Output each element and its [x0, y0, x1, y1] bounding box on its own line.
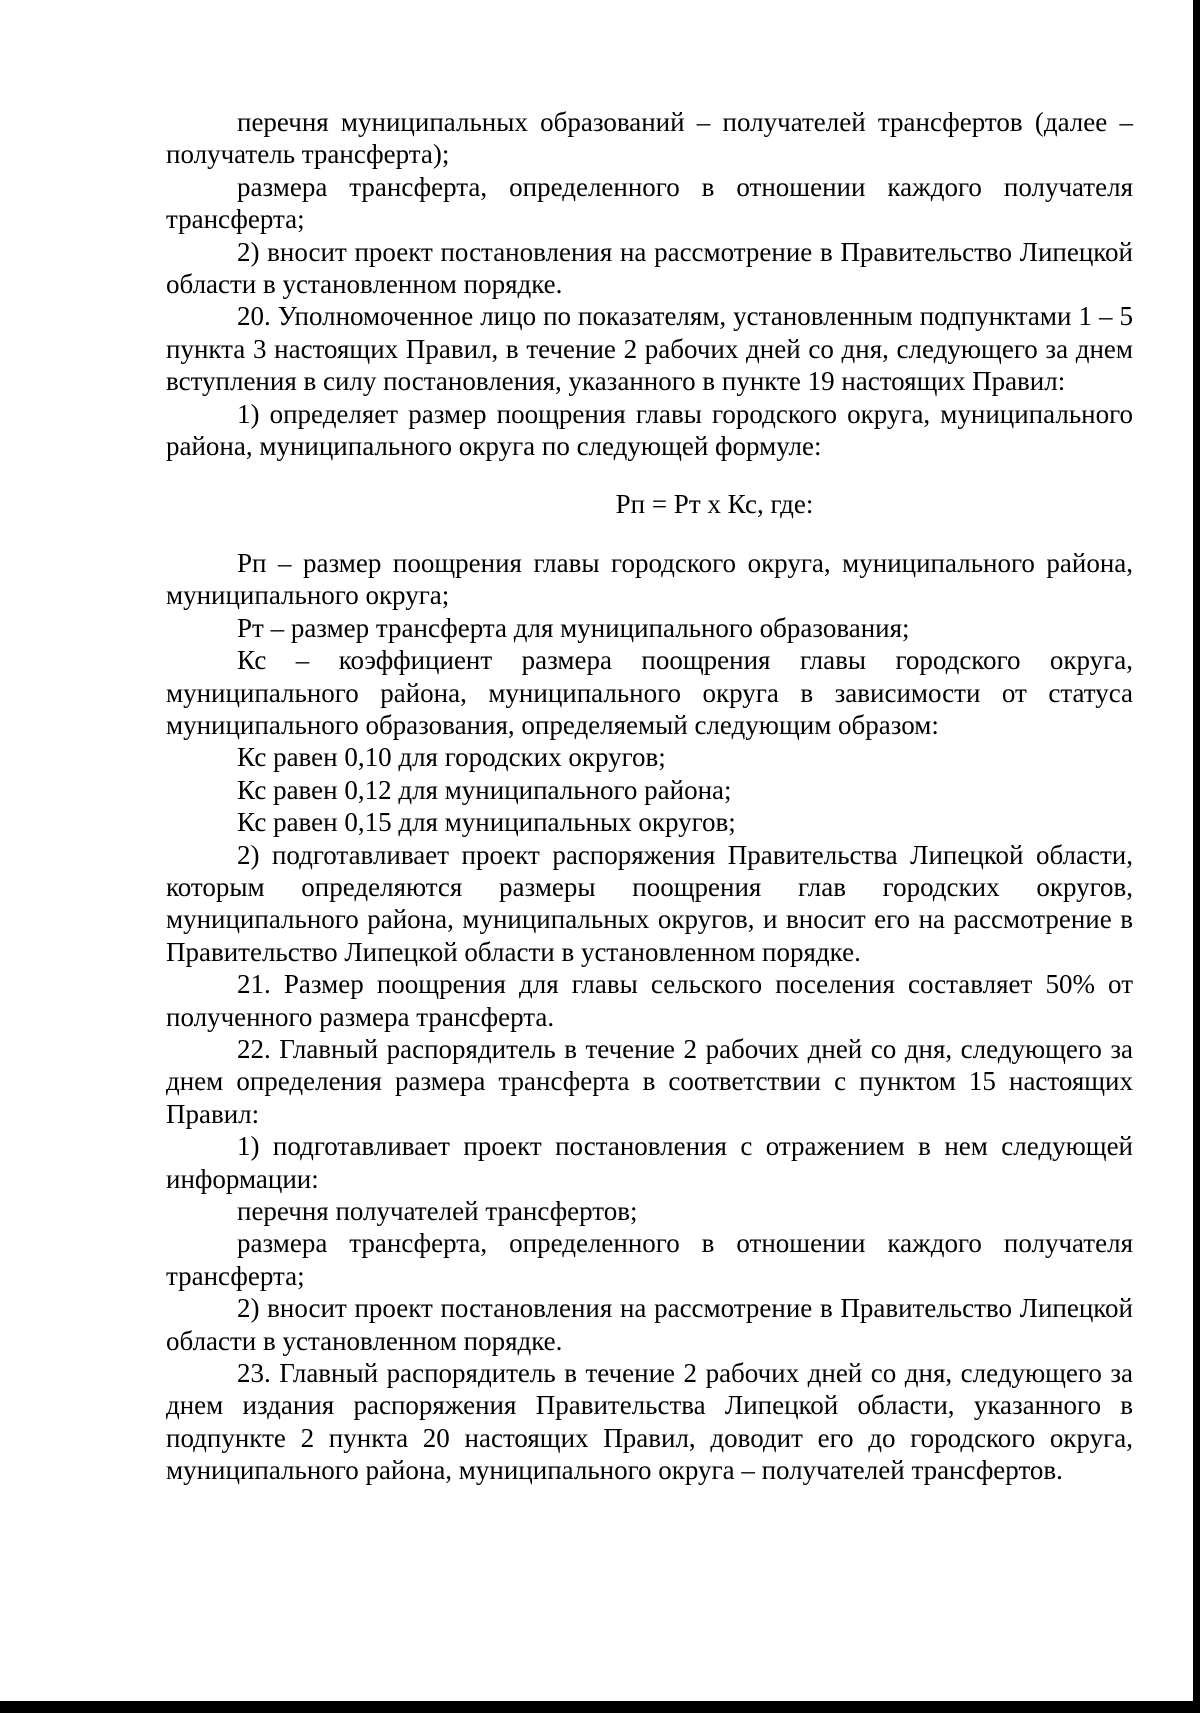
paragraph-item-20-2: 2) подготавливает проект распоряжения Правительства Липецкой области, которым определяются размеры поощрения глав городских округов, муниципального района, муниципальных округов, и вносит его на рассмотрение в Правительство Липецкой области в установленном порядке.: [166, 839, 1133, 967]
paragraph-submit-project: 2) вносит проект постановления на рассмотрение в Правительство Липецкой области в установленном порядке.: [166, 236, 1133, 300]
scan-edge-right: [1193, 0, 1200, 1713]
paragraph-def-rp: Рп – размер поощрения главы городского округа, муниципального района, муниципального округа;: [166, 547, 1133, 611]
paragraph-def-kc: Кс – коэффициент размера поощрения главы городского округа, муниципального района, муниципального округа в зависимости от статуса муниципального образования, определяемый следующим образом:: [166, 645, 1133, 740]
paragraph-item-21: 21. Размер поощрения для главы сельского поселения составляет 50% от полученного размера трансферта.: [166, 969, 1133, 1032]
paragraph-transfer-size: размера трансферта, определенного в отношении каждого получателя трансферта;: [166, 171, 1133, 235]
paragraph-transfer-size-2: размера трансферта, определенного в отношении каждого получателя трансферта;: [166, 1228, 1133, 1291]
paragraph-kc-district: Кс равен 0,12 для муниципального района;: [237, 774, 732, 805]
formula: Рп = Рт х Кс, где:: [615, 489, 814, 520]
paragraph-def-rt: Рт – размер трансферта для муниципального образования;: [237, 612, 910, 643]
paragraph-list-recipients: перечня получателей трансфертов;: [237, 1196, 638, 1226]
scan-edge-bottom: [0, 1701, 1200, 1713]
paragraph-kc-municipal: Кс равен 0,15 для муниципальных округов;: [237, 807, 736, 838]
paragraph-item-23: 23. Главный распорядитель в течение 2 рабочих дней со дня, следующего за днем издания распоряжения Правительства Липецкой области, указанного в подпункте 2 пункта 20 настоящих Правил, доводит его до городского округа, муниципального района, муниципального округа – получателей трансфертов.: [166, 1358, 1133, 1486]
paragraph-item-22-1: 1) подготавливает проект постановления с отражением в нем следующей информации:: [166, 1131, 1133, 1194]
paragraph-item-22-2: 2) вносит проект постановления на рассмотрение в Правительство Липецкой области в установленном порядке.: [166, 1293, 1133, 1356]
paragraph-item-20-1: 1) определяет размер поощрения главы городского округа, муниципального района, муниципального округа по следующей формуле:: [166, 398, 1133, 462]
paragraph-list-municipalities: перечня муниципальных образований – получателей трансфертов (далее – получатель трансферта);: [166, 107, 1133, 170]
paragraph-item-20: 20. Уполномоченное лицо по показателям, установленным подпунктами 1 – 5 пункта 3 настоящих Правил, в течение 2 рабочих дней со дня, следующего за днем вступления в силу постановления, указанного в пункте 19 настоящих Правил:: [166, 301, 1133, 397]
paragraph-item-22: 22. Главный распорядитель в течение 2 рабочих дней со дня, следующего за днем определения размера трансферта в соответствии с пунктом 15 настоящих Правил:: [166, 1033, 1133, 1129]
document-body: [166, 106, 1133, 1487]
paragraph-kc-urban: Кс равен 0,10 для городских округов;: [237, 742, 666, 773]
